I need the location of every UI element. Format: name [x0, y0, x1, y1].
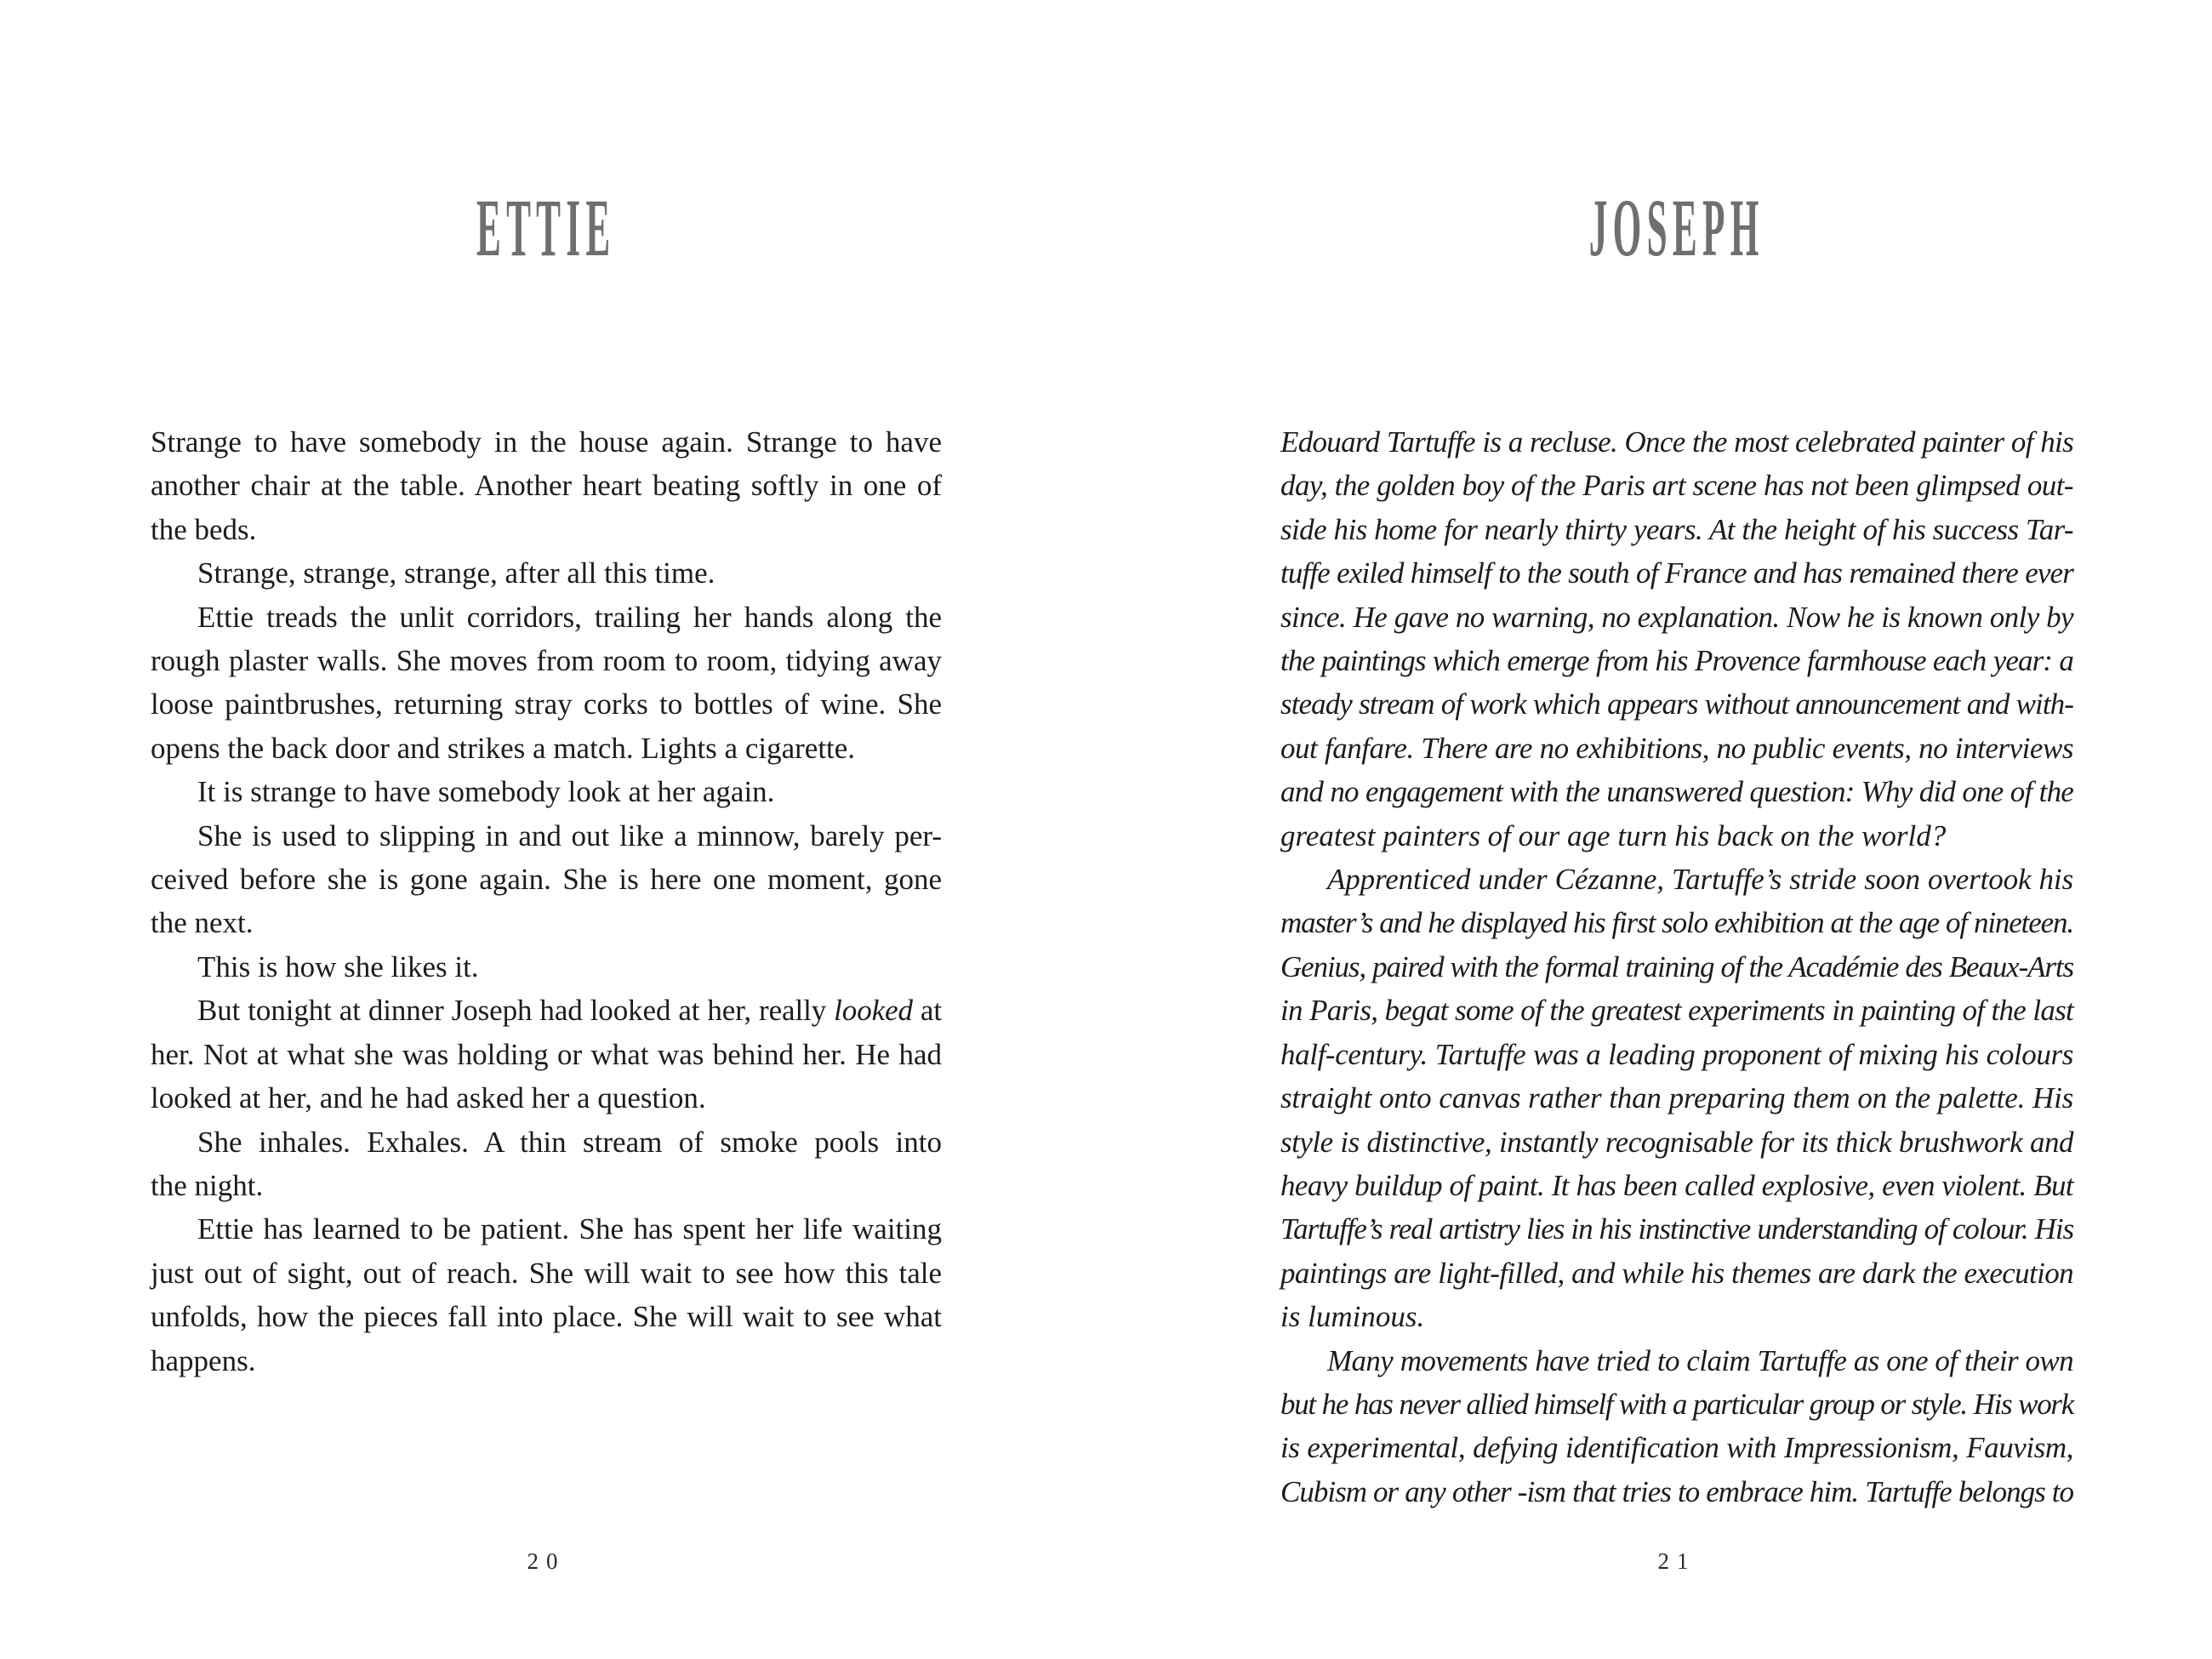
text-line: is experimental, defying identification with Impressionism, Fauvism,: [1280, 1431, 2073, 1465]
text-line: looked at her, and he had asked her a question.: [151, 1081, 706, 1115]
text-line: the beds.: [151, 512, 257, 546]
text-line: the night.: [151, 1168, 264, 1202]
text-line: greatest painters of our age turn his back on the world?: [1280, 818, 1947, 852]
text-line: She is used to slipping in and out like a minnow, barely per-: [197, 818, 942, 852]
page-right: [1280, 0, 2073, 1659]
text-line: ceived before she is gone again. She is here one moment, gone: [151, 863, 942, 897]
text-line: style is distinctive, instantly recognisable for its thick brushwork and: [1280, 1125, 2073, 1159]
chapter-title-text: ETTIE: [476, 182, 616, 273]
text-line: But tonight at dinner Joseph had looked at her, really looked at: [197, 994, 942, 1028]
text-line: the paintings which emerge from his Provence farmhouse each year: a: [1280, 644, 2073, 678]
chapter-title-text: JOSEPH: [1589, 182, 1764, 273]
text-line: Strange, strange, strange, after all this time.: [197, 556, 715, 590]
text-line: the next.: [151, 906, 254, 940]
text-line: since. He gave no warning, no explanation. Now he is known only by: [1280, 600, 2073, 634]
text-line: steady stream of work which appears without announcement and with-: [1280, 687, 2073, 721]
text-line: just out of sight, out of reach. She will wait to see how this tale: [151, 1256, 942, 1290]
text-line: It is strange to have somebody look at her again.: [197, 775, 775, 809]
text-line: straight onto canvas rather than preparing them on the palette. His: [1280, 1081, 2073, 1115]
text-line: tuffe exiled himself to the south of France and has remained there ever: [1280, 556, 2073, 590]
text-line: but he has never allied himself with a particular group or style. His work: [1280, 1387, 2073, 1421]
text-line: side his home for nearly thirty years. At the height of his success Tar-: [1280, 512, 2073, 546]
text-line: opens the back door and strikes a match. Lights a cigarette.: [151, 731, 856, 765]
page-number: 20: [527, 1548, 566, 1574]
text-line: Edouard Tartuffe is a recluse. Once the most celebrated painter of his: [1280, 425, 2073, 459]
text-line: is luminous.: [1280, 1300, 1425, 1334]
page-body-text: [151, 420, 942, 1382]
text-line: happens.: [151, 1343, 256, 1377]
text-line: out fanfare. There are no exhibitions, no public events, no interviews: [1280, 731, 2073, 765]
text-line: day, the golden boy of the Paris art scene has not been glimpsed out-: [1280, 469, 2073, 503]
text-line: and no engagement with the unanswered question: Why did one of the: [1280, 775, 2073, 809]
text-line: rough plaster walls. She moves from room to room, tidying away: [151, 644, 942, 678]
text-line: Many movements have tried to claim Tartuffe as one of their own: [1327, 1343, 2073, 1377]
chapter-heading-joseph: [1280, 182, 2073, 273]
text-line: half-century. Tartuffe was a leading proponent of mixing his colours: [1280, 1037, 2073, 1071]
text-line: Genius, paired with the formal training of the Académie des Beaux-Arts: [1280, 949, 2073, 983]
text-line: This is how she likes it.: [197, 949, 479, 983]
text-line: Strange to have somebody in the house again. Strange to have: [151, 425, 942, 459]
text-line: paintings are light-filled, and while his themes are dark the execution: [1280, 1256, 2073, 1290]
chapter-heading-ettie: [151, 182, 942, 273]
text-line: Ettie treads the unlit corridors, trailing her hands along the: [197, 600, 942, 634]
text-line: in Paris, begat some of the greatest experiments in painting of the last: [1280, 994, 2073, 1028]
text-line: heavy buildup of paint. It has been called explosive, even violent. But: [1280, 1168, 2073, 1202]
text-line: another chair at the table. Another heart beating softly in one of: [151, 469, 942, 503]
page-body-text: [1280, 420, 2073, 1514]
text-line: her. Not at what she was holding or what was behind her. He had: [151, 1037, 942, 1071]
text-line: Ettie has learned to be patient. She has spent her life waiting: [197, 1212, 942, 1246]
text-line: loose paintbrushes, returning stray corks to bottles of wine. She: [151, 687, 942, 721]
page-left: [151, 0, 942, 1659]
text-line: Cubism or any other -ism that tries to embrace him. Tartuffe belongs to: [1280, 1474, 2073, 1508]
text-line: unfolds, how the pieces fall into place. She will wait to see what: [151, 1300, 942, 1334]
text-line: Tartuffe’s real artistry lies in his instinctive understanding of colour. His: [1280, 1212, 2073, 1246]
text-line: She inhales. Exhales. A thin stream of smoke pools into: [197, 1125, 942, 1159]
text-line: Apprenticed under Cézanne, Tartuffe’s stride soon overtook his: [1327, 863, 2073, 897]
page-number: 21: [1657, 1548, 1696, 1574]
text-line: master’s and he displayed his first solo exhibition at the age of nineteen.: [1280, 906, 2073, 940]
